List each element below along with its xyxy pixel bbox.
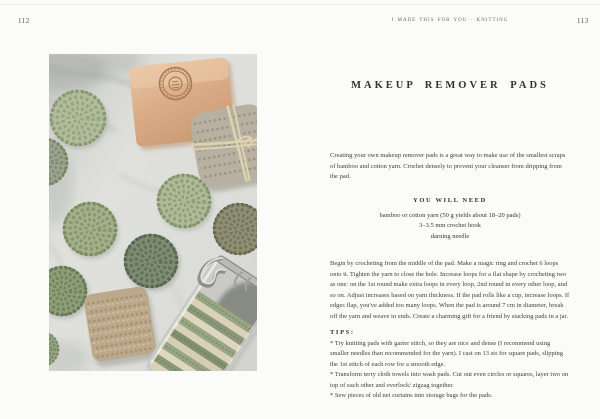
page-number-left: 112: [18, 17, 30, 25]
article-text-column: [330, 151, 570, 402]
article-title: MAKEUP REMOVER PADS: [351, 80, 549, 91]
tip-item: * Try knitting pads with garter stitch, so they are nice and dense (I recommend using smaller needles than recommended for the yarn). I cast on 13 sts for square pads, slipping the 1st stitch of each row for a smooth edge.: [330, 339, 564, 368]
page-top-rule: [0, 4, 600, 5]
tip-item: * Sew pieces of old net curtains into storage bags for the pads.: [330, 392, 493, 399]
article-intro: Creating your own makeup remover pads is a great way to make use of the smallest scraps of bamboo and cotton yarn. Crochet densely to prevent your cleanser from dripping from the pad.: [330, 152, 566, 180]
need-item-yarn: bamboo or cotton yarn (50 g yields about 18–20 pads): [379, 211, 521, 219]
tips-heading: TIPS:: [330, 329, 355, 336]
photo-knit-square-pad: [83, 285, 160, 368]
you-will-need-list: [330, 211, 570, 243]
photo-crochet-pads-illustration: [49, 54, 257, 371]
photo-makeup-pads: [49, 54, 257, 371]
you-will-need-heading: YOU WILL NEED: [413, 196, 487, 204]
need-item-hook: 3–3.5 mm crochet hook: [419, 222, 481, 229]
page-number-right: 113: [577, 17, 589, 25]
tips-list: [330, 339, 570, 402]
tip-item: * Transform terry cloth towels into wash pads. Cut out even circles or squares, layer two on top of each other and overlock/ zigzag together.: [330, 371, 569, 389]
need-item-needle: darning needle: [430, 232, 470, 240]
running-head: I MADE THIS FOR YOU · KNITTING: [391, 18, 509, 23]
article-instructions: Begin by crocheting from the middle of the pad. Make a magic ring and crochet 6 loops onto it. Tighten the yarn to close the hole. Increase loops for a flat shape by crocheting two as one: on the 1st round make extra loops in every loop, 2nd round in every other loop, and so on. Adjust increases based on yarn thickness. If the pad rolls like a cup, increase loops. If edges flap, you've added too many loops. When the pad is around 7 cm in diameter, break off the yarn and weave in ends. Create a charming gift for a friend by stacking pads in a jar.: [330, 260, 570, 320]
